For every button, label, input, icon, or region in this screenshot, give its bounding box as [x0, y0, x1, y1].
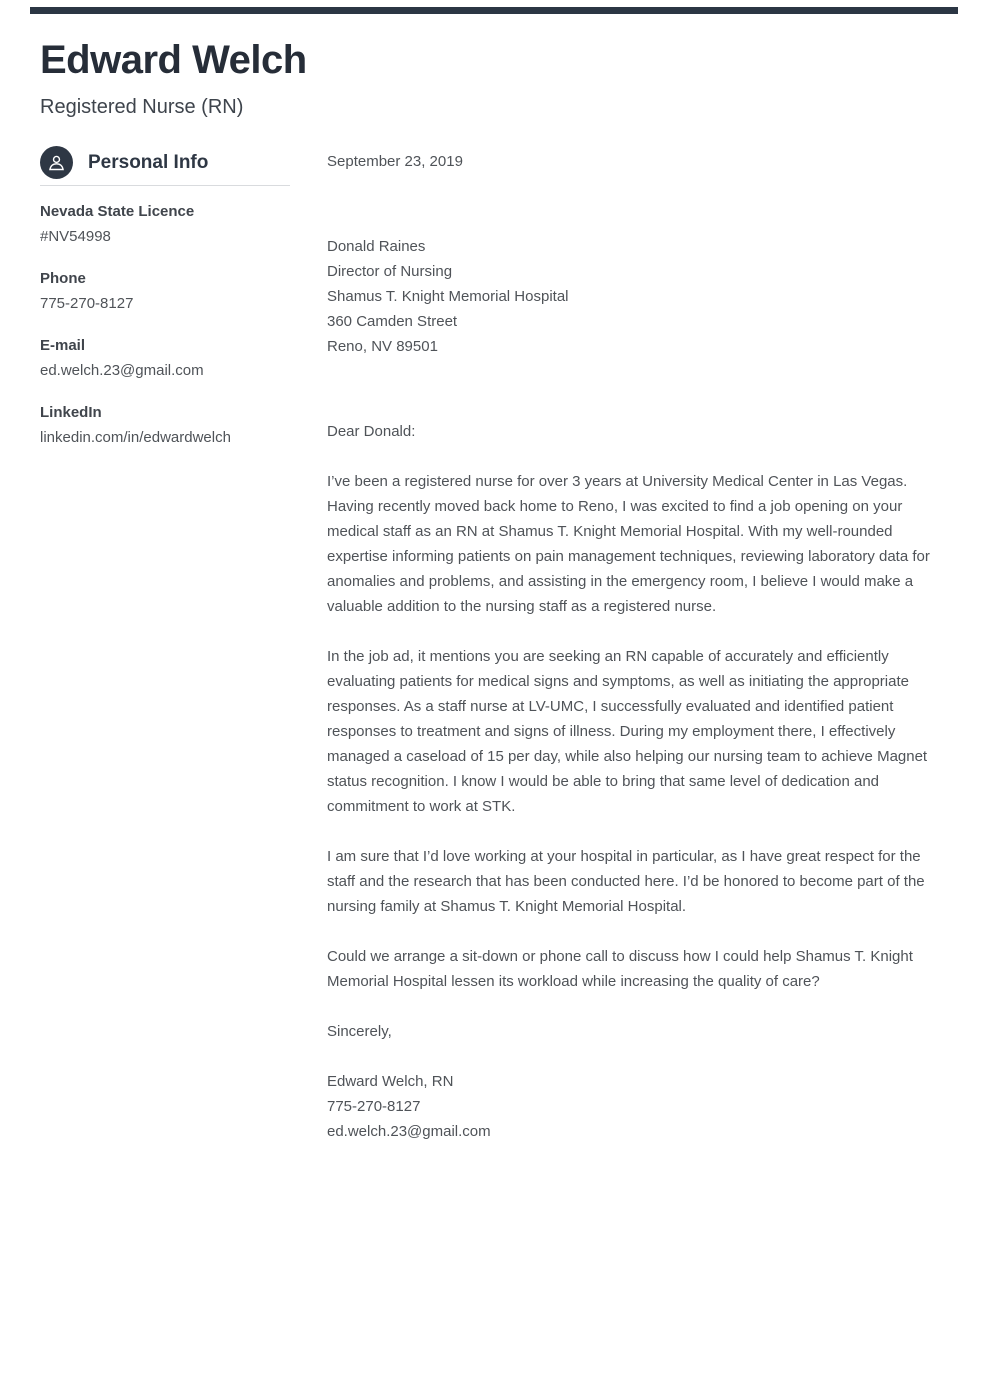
signature-line: ed.welch.23@gmail.com: [327, 1123, 491, 1140]
letter-paragraph: I’ve been a registered nurse for over 3 years at University Medical Center in Las Vegas. Having recently moved back home to Reno, I was excited to find a job opening on your medical staff as an RN at Shamus T. Knight Memorial Hospital. With my well-rounded expertise informing patients on pain management techniques, reviewing laboratory data for anomalies and problems, and assisting in the emergency room, I believe I would make a valuable addition to the nursing staff as a registered nurse.: [327, 473, 930, 615]
sidebar-header: [40, 146, 290, 186]
salutation: Dear Donald:: [327, 423, 416, 440]
info-value: linkedin.com/in/edwardwelch: [40, 429, 231, 446]
personal-info-sidebar: [40, 146, 290, 446]
recipient-line: Donald Raines: [327, 238, 426, 255]
signature-block: [327, 1069, 941, 1144]
person-icon: [40, 146, 73, 179]
recipient-line: Director of Nursing: [327, 263, 453, 280]
letter-header: [40, 38, 307, 119]
accent-top-bar: [30, 7, 958, 14]
letter-date: September 23, 2019: [327, 153, 463, 170]
info-value: #NV54998: [40, 228, 111, 245]
info-value: 775-270-8127: [40, 295, 134, 312]
sidebar-heading: Personal Info: [88, 151, 209, 173]
signature-line: Edward Welch, RN: [327, 1073, 454, 1090]
personal-info-list: [40, 203, 290, 446]
recipient-line: 360 Camden Street: [327, 313, 458, 330]
letter-body: [327, 149, 941, 1144]
closing: Sincerely,: [327, 1023, 392, 1040]
letter-paragraph: I am sure that I’d love working at your hospital in particular, as I have great respect for the staff and the research that has been conducted here. I’d be honored to become part of the nursing family at Shamus T. Knight Memorial Hospital.: [327, 848, 925, 915]
recipient-line: Shamus T. Knight Memorial Hospital: [327, 288, 569, 305]
recipient-address: [327, 234, 941, 359]
info-label: LinkedIn: [40, 404, 102, 421]
info-label: Phone: [40, 270, 86, 287]
signature-line: 775-270-8127: [327, 1098, 421, 1115]
info-label: E-mail: [40, 337, 86, 354]
info-value: ed.welch.23@gmail.com: [40, 362, 204, 379]
info-label: Nevada State Licence: [40, 203, 195, 220]
page-title: Edward Welch: [40, 38, 307, 82]
recipient-line: Reno, NV 89501: [327, 338, 438, 355]
letter-paragraph: In the job ad, it mentions you are seeking an RN capable of accurately and efficiently evaluating patients for medical signs and symptoms, as well as initiating the appropriate responses. As a staff nurse at LV-UMC, I successfully evaluated and identified patient responses to treatment and signs of illness. During my employment there, I effectively managed a caseload of 15 per day, while also helping our nursing team to achieve Magnet status recognition. I know I would be able to bring that same level of dedication and commitment to work at STK.: [327, 648, 928, 815]
letter-paragraph: Could we arrange a sit-down or phone call to discuss how I could help Shamus T. Knight Memorial Hospital lessen its workload while increasing the quality of care?: [327, 948, 913, 990]
job-title: Registered Nurse (RN): [40, 96, 244, 118]
